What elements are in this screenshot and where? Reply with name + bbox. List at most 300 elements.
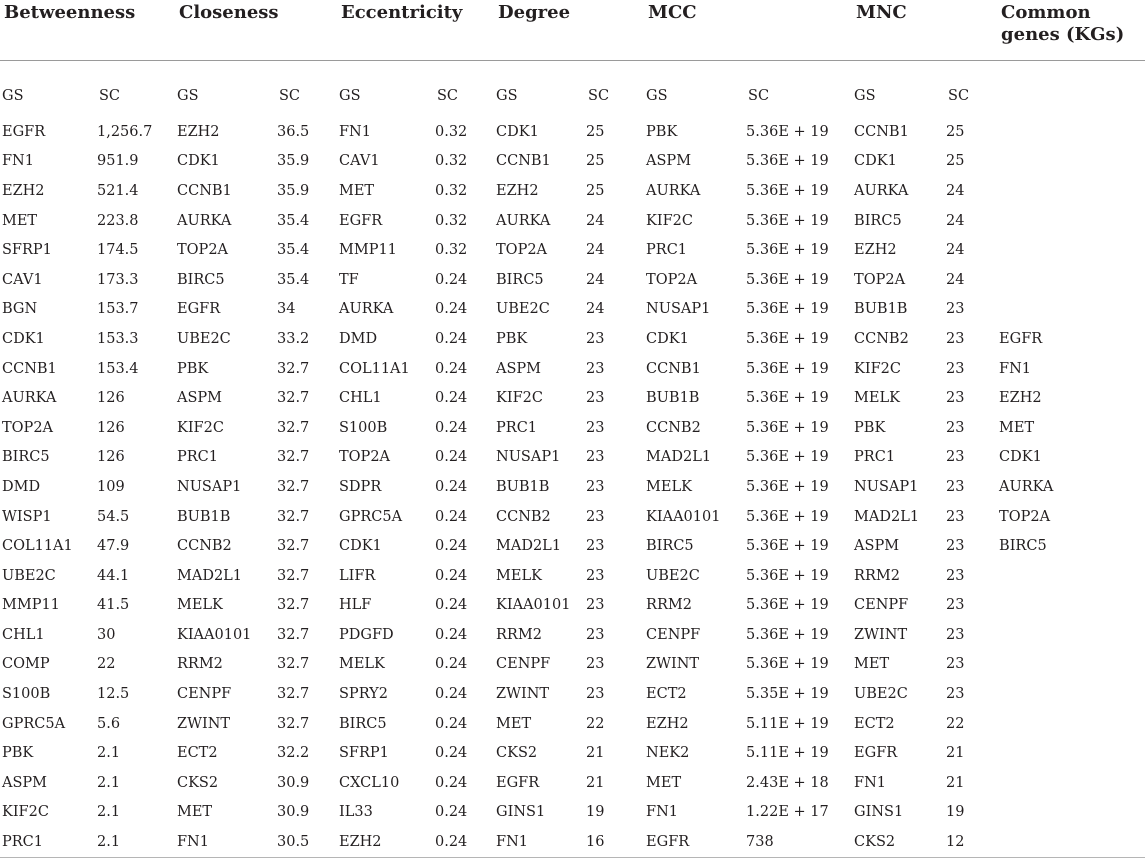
common-gene: AURKA [999, 478, 1054, 495]
mnc-gene-symbol: PBK [854, 419, 886, 436]
degree-score: 23 [586, 419, 605, 436]
degree-gene-symbol: KIAA0101 [496, 597, 571, 614]
closeness-gene-symbol: NUSAP1 [177, 478, 242, 495]
eccentricity-gene-symbol: CXCL10 [339, 774, 400, 791]
betweenness-score: 5.6 [97, 715, 121, 732]
table-row [0, 561, 1145, 591]
common-gene: FN1 [999, 360, 1032, 377]
eccentricity-gene-symbol: AURKA [339, 301, 394, 318]
eccentricity-gene-symbol: EGFR [339, 212, 383, 229]
mnc-gene-symbol: PRC1 [854, 449, 896, 466]
mnc-gene-symbol: KIF2C [854, 360, 901, 377]
eccentricity-score: 0.24 [435, 567, 468, 584]
mnc-score: 21 [946, 745, 965, 762]
mcc-gene-symbol: MELK [646, 478, 692, 495]
betweenness-score: 951.9 [97, 153, 139, 170]
closeness-gene-symbol: EZH2 [177, 123, 220, 140]
closeness-score: 32.7 [277, 390, 310, 407]
degree-gene-symbol: KIF2C [496, 390, 543, 407]
common-gene [997, 147, 1145, 177]
mnc-gene-symbol: TOP2A [854, 271, 906, 288]
common-gene [997, 265, 1145, 295]
closeness-gene-symbol: PBK [177, 360, 209, 377]
closeness-score: 35.9 [277, 153, 310, 170]
mcc-gene-symbol: ZWINT [646, 656, 700, 673]
betweenness-score: 41.5 [97, 597, 130, 614]
subheader-empty [997, 61, 1145, 118]
mnc-score: 23 [946, 656, 965, 673]
mcc-gene-symbol: PRC1 [646, 242, 688, 259]
betweenness-gene-symbol: CDK1 [2, 330, 45, 347]
closeness-score: 32.7 [277, 449, 310, 466]
table-row [0, 620, 1145, 650]
eccentricity-gene-symbol: SDPR [339, 478, 382, 495]
degree-gene-symbol: FN1 [494, 827, 586, 857]
mcc-gene-symbol: TOP2A [646, 271, 698, 288]
closeness-score: 36.5 [277, 123, 310, 140]
mcc-gene-symbol: EZH2 [646, 715, 689, 732]
subheader-sc: SC [948, 88, 970, 104]
degree-score: 21 [586, 745, 605, 762]
table-row [0, 738, 1145, 768]
closeness-gene-symbol: PRC1 [177, 449, 218, 466]
betweenness-gene-symbol: SFRP1 [2, 242, 52, 259]
mnc-score: 23 [946, 567, 965, 584]
eccentricity-score: 0.24 [435, 538, 468, 555]
betweenness-score: 109 [97, 478, 125, 495]
betweenness-gene-symbol: S100B [2, 686, 51, 703]
betweenness-gene-symbol: CCNB1 [2, 360, 57, 377]
closeness-score: 32.7 [277, 656, 310, 673]
mnc-gene-symbol: AURKA [854, 182, 909, 199]
betweenness-score: 30 [97, 626, 116, 643]
betweenness-gene-symbol: GPRC5A [2, 715, 66, 732]
mcc-score: 5.36E + 19 [746, 153, 829, 170]
degree-gene-symbol: CCNB2 [496, 508, 551, 525]
closeness-score: 32.7 [277, 508, 310, 525]
betweenness-score: 44.1 [97, 567, 130, 584]
mnc-gene-symbol: GINS1 [854, 804, 904, 821]
mnc-score: 22 [946, 715, 965, 732]
subheader-gs: GS [177, 88, 199, 104]
betweenness-gene-symbol: MMP11 [2, 597, 60, 614]
betweenness-gene-symbol: TOP2A [2, 419, 54, 436]
subheader-gs: GS [339, 88, 361, 104]
mcc-gene-symbol: BIRC5 [646, 538, 694, 555]
table-row [0, 443, 1145, 473]
common-gene [997, 117, 1145, 147]
betweenness-gene-symbol: PRC1 [0, 827, 97, 857]
eccentricity-score: 0.24 [435, 271, 468, 288]
mnc-score: 23 [946, 360, 965, 377]
mcc-score: 5.36E + 19 [746, 538, 829, 555]
closeness-gene-symbol: ASPM [177, 390, 223, 407]
mcc-score: 5.11E + 19 [746, 745, 829, 762]
eccentricity-score: 0.24 [435, 390, 468, 407]
mnc-gene-symbol: FN1 [854, 774, 887, 791]
betweenness-score: 223.8 [97, 212, 139, 229]
eccentricity-score: 0.24 [435, 330, 468, 347]
mnc-gene-symbol: BUB1B [854, 301, 908, 318]
eccentricity-gene-symbol: TF [339, 271, 359, 288]
degree-score: 23 [586, 478, 605, 495]
eccentricity-score: 0.24 [435, 715, 468, 732]
mnc-score: 23 [946, 538, 965, 555]
table-row [0, 679, 1145, 709]
betweenness-score: 153.7 [97, 301, 139, 318]
mcc-gene-symbol: NEK2 [646, 745, 690, 762]
degree-gene-symbol: CKS2 [496, 745, 538, 762]
closeness-gene-symbol: BUB1B [177, 508, 231, 525]
eccentricity-score: 0.24 [435, 745, 468, 762]
degree-score: 23 [586, 390, 605, 407]
header-eccentricity: Eccentricity [337, 0, 494, 61]
eccentricity-gene-symbol: SFRP1 [339, 745, 389, 762]
mnc-gene-symbol: RRM2 [854, 567, 900, 584]
degree-score: 23 [586, 597, 605, 614]
table-row [0, 324, 1145, 354]
subheader-gs: GS [646, 88, 668, 104]
degree-score: 16 [586, 827, 644, 857]
degree-gene-symbol: RRM2 [496, 626, 542, 643]
mcc-gene-symbol: MAD2L1 [646, 449, 712, 466]
mcc-gene-symbol: NUSAP1 [646, 301, 711, 318]
degree-gene-symbol: CDK1 [496, 123, 539, 140]
mnc-gene-symbol: EGFR [854, 745, 898, 762]
subheader-sc: SC [437, 88, 459, 104]
mnc-gene-symbol: ECT2 [854, 715, 895, 732]
mcc-score: 5.36E + 19 [746, 182, 829, 199]
mnc-gene-symbol: CKS2 [852, 827, 946, 857]
eccentricity-gene-symbol: MMP11 [339, 242, 397, 259]
degree-gene-symbol: CCNB1 [496, 153, 551, 170]
eccentricity-score: 0.24 [435, 360, 468, 377]
degree-score: 23 [586, 686, 605, 703]
closeness-score: 34 [277, 301, 296, 318]
mcc-gene-symbol: RRM2 [646, 597, 692, 614]
betweenness-gene-symbol: EZH2 [2, 182, 45, 199]
table-row [0, 235, 1145, 265]
betweenness-score: 521.4 [97, 182, 139, 199]
mcc-gene-symbol: PBK [646, 123, 678, 140]
table-row [0, 502, 1145, 532]
eccentricity-score: 0.32 [435, 123, 468, 140]
closeness-score: 35.4 [277, 212, 310, 229]
degree-score: 23 [586, 330, 605, 347]
mcc-gene-symbol: ECT2 [646, 686, 687, 703]
eccentricity-gene-symbol: LIFR [339, 567, 376, 584]
eccentricity-gene-symbol: CHL1 [339, 390, 382, 407]
betweenness-score: 22 [97, 656, 116, 673]
mnc-gene-symbol: CCNB2 [854, 330, 909, 347]
closeness-gene-symbol: MAD2L1 [177, 567, 243, 584]
degree-score: 23 [586, 626, 605, 643]
eccentricity-score: 0.32 [435, 212, 468, 229]
mcc-gene-symbol: ASPM [646, 153, 692, 170]
eccentricity-score: 0.24 [435, 419, 468, 436]
common-gene [997, 798, 1145, 828]
mnc-gene-symbol: MAD2L1 [854, 508, 920, 525]
closeness-score: 32.7 [277, 626, 310, 643]
degree-score: 25 [586, 123, 605, 140]
subheader-gs: GS [854, 88, 876, 104]
common-gene: TOP2A [999, 508, 1051, 525]
degree-gene-symbol: UBE2C [496, 301, 550, 318]
betweenness-gene-symbol: AURKA [2, 390, 57, 407]
mnc-gene-symbol: ZWINT [854, 626, 908, 643]
eccentricity-score: 0.24 [435, 508, 468, 525]
mnc-score: 23 [946, 390, 965, 407]
mcc-gene-symbol: CCNB1 [646, 360, 701, 377]
closeness-score: 35.9 [277, 182, 310, 199]
closeness-score: 30.9 [277, 774, 310, 791]
common-gene [997, 620, 1145, 650]
mcc-score: 2.43E + 18 [746, 774, 829, 791]
betweenness-gene-symbol: UBE2C [2, 567, 56, 584]
eccentricity-score: 0.24 [435, 597, 468, 614]
table-row [0, 147, 1145, 177]
betweenness-score: 1,256.7 [97, 123, 153, 140]
common-gene: MET [999, 419, 1035, 436]
common-gene [997, 709, 1145, 739]
mcc-score: 5.36E + 19 [746, 419, 829, 436]
closeness-score: 32.7 [277, 360, 310, 377]
eccentricity-gene-symbol: FN1 [339, 123, 371, 140]
eccentricity-score: 0.24 [435, 478, 468, 495]
common-gene [997, 738, 1145, 768]
degree-score: 19 [586, 804, 605, 821]
table-row [0, 176, 1145, 206]
degree-score: 25 [586, 182, 605, 199]
closeness-score: 32.7 [277, 478, 310, 495]
closeness-gene-symbol: ZWINT [177, 715, 231, 732]
eccentricity-gene-symbol: EZH2 [337, 827, 435, 857]
degree-score: 22 [586, 715, 605, 732]
mcc-gene-symbol: FN1 [646, 804, 679, 821]
common-gene: CDK1 [999, 449, 1042, 466]
closeness-score: 32.7 [277, 538, 310, 555]
mnc-gene-symbol: ASPM [854, 538, 900, 555]
degree-score: 23 [586, 538, 605, 555]
degree-gene-symbol: CENPF [496, 656, 551, 673]
header-row [0, 0, 1145, 61]
mnc-gene-symbol: CDK1 [854, 153, 897, 170]
closeness-gene-symbol: AURKA [177, 212, 232, 229]
mnc-score: 23 [946, 597, 965, 614]
closeness-gene-symbol: RRM2 [177, 656, 223, 673]
degree-score: 24 [586, 212, 605, 229]
table-row [0, 709, 1145, 739]
eccentricity-score: 0.24 [435, 449, 468, 466]
common-gene [997, 679, 1145, 709]
subheader-gs: GS [496, 88, 518, 104]
closeness-gene-symbol: MET [177, 804, 213, 821]
closeness-gene-symbol: CKS2 [177, 774, 219, 791]
mnc-score: 23 [946, 626, 965, 643]
degree-gene-symbol: EGFR [496, 774, 540, 791]
mcc-gene-symbol: KIAA0101 [646, 508, 721, 525]
mcc-score: 5.36E + 19 [746, 567, 829, 584]
betweenness-score: 126 [97, 390, 125, 407]
table-row [0, 117, 1145, 147]
closeness-gene-symbol: CCNB1 [177, 182, 232, 199]
common-gene: BIRC5 [999, 538, 1047, 555]
mnc-score: 23 [946, 686, 965, 703]
eccentricity-gene-symbol: CAV1 [339, 153, 380, 170]
eccentricity-score: 0.24 [435, 827, 494, 857]
subheader-sc: SC [99, 88, 121, 104]
closeness-gene-symbol: ECT2 [177, 745, 218, 762]
closeness-gene-symbol: EGFR [177, 301, 221, 318]
eccentricity-gene-symbol: S100B [339, 419, 388, 436]
table-row [0, 798, 1145, 828]
betweenness-score: 2.1 [97, 745, 121, 762]
header-degree: Degree [494, 0, 644, 61]
table-row [0, 472, 1145, 502]
degree-score: 23 [586, 656, 605, 673]
betweenness-score: 173.3 [97, 271, 139, 288]
mcc-score: 5.36E + 19 [746, 449, 829, 466]
betweenness-score: 174.5 [97, 242, 139, 259]
closeness-gene-symbol: MELK [177, 597, 223, 614]
degree-gene-symbol: GINS1 [496, 804, 546, 821]
eccentricity-gene-symbol: IL33 [339, 804, 373, 821]
degree-gene-symbol: NUSAP1 [496, 449, 561, 466]
betweenness-gene-symbol: FN1 [2, 153, 34, 170]
betweenness-gene-symbol: COL11A1 [2, 538, 73, 555]
mnc-score: 12 [946, 827, 997, 857]
mcc-score: 5.36E + 19 [746, 123, 829, 140]
closeness-score: 32.7 [277, 715, 310, 732]
betweenness-score: 47.9 [97, 538, 130, 555]
degree-score: 24 [586, 271, 605, 288]
table-row [0, 768, 1145, 798]
mcc-score: 5.36E + 19 [746, 212, 829, 229]
mnc-score: 24 [946, 271, 965, 288]
mnc-score: 21 [946, 774, 965, 791]
mcc-score: 5.36E + 19 [746, 656, 829, 673]
eccentricity-score: 0.24 [435, 804, 468, 821]
mnc-score: 23 [946, 478, 965, 495]
mcc-gene-symbol: AURKA [646, 182, 701, 199]
mcc-score: 5.36E + 19 [746, 626, 829, 643]
betweenness-gene-symbol: CAV1 [2, 271, 43, 288]
degree-gene-symbol: MAD2L1 [496, 538, 562, 555]
betweenness-gene-symbol: COMP [2, 656, 50, 673]
closeness-gene-symbol: FN1 [175, 827, 277, 857]
table-row [0, 531, 1145, 561]
mcc-gene-symbol: CDK1 [646, 330, 689, 347]
mnc-score: 23 [946, 301, 965, 318]
closeness-gene-symbol: CCNB2 [177, 538, 232, 555]
betweenness-score: 54.5 [97, 508, 130, 525]
degree-score: 23 [586, 360, 605, 377]
header-closeness: Closeness [175, 0, 337, 61]
degree-score: 25 [586, 153, 605, 170]
betweenness-score: 126 [97, 419, 125, 436]
eccentricity-gene-symbol: MET [339, 182, 375, 199]
common-gene [997, 650, 1145, 680]
betweenness-score: 2.1 [97, 774, 121, 791]
betweenness-gene-symbol: PBK [2, 745, 34, 762]
mcc-score: 5.36E + 19 [746, 242, 829, 259]
betweenness-gene-symbol: BIRC5 [2, 449, 50, 466]
header-common-genes: Common genes (KGs) [997, 0, 1145, 61]
eccentricity-gene-symbol: HLF [339, 597, 372, 614]
betweenness-score: 12.5 [97, 686, 130, 703]
mcc-score: 5.11E + 19 [746, 715, 829, 732]
mnc-score: 23 [946, 330, 965, 347]
closeness-score: 30.9 [277, 804, 310, 821]
eccentricity-score: 0.24 [435, 626, 468, 643]
mnc-score: 24 [946, 242, 965, 259]
betweenness-gene-symbol: EGFR [2, 123, 46, 140]
mnc-score: 23 [946, 508, 965, 525]
closeness-score: 32.2 [277, 745, 310, 762]
betweenness-score: 2.1 [97, 827, 175, 857]
closeness-gene-symbol: KIAA0101 [177, 626, 252, 643]
eccentricity-score: 0.32 [435, 153, 468, 170]
mcc-gene-symbol: CENPF [646, 626, 701, 643]
mcc-score: 1.22E + 17 [746, 804, 829, 821]
closeness-score: 32.7 [277, 419, 310, 436]
table-body [0, 61, 1145, 858]
mnc-score: 19 [946, 804, 965, 821]
table-row [0, 206, 1145, 236]
degree-gene-symbol: MET [496, 715, 532, 732]
table-row [0, 354, 1145, 384]
mnc-score: 24 [946, 212, 965, 229]
common-gene [997, 295, 1145, 325]
subheader-sc: SC [279, 88, 301, 104]
degree-gene-symbol: BIRC5 [496, 271, 544, 288]
closeness-score: 32.7 [277, 597, 310, 614]
eccentricity-score: 0.32 [435, 182, 468, 199]
betweenness-score: 153.4 [97, 360, 139, 377]
common-gene: EGFR [999, 330, 1043, 347]
degree-gene-symbol: AURKA [496, 212, 551, 229]
closeness-score: 30.5 [277, 827, 337, 857]
betweenness-gene-symbol: ASPM [2, 774, 48, 791]
common-gene [997, 235, 1145, 265]
betweenness-gene-symbol: CHL1 [2, 626, 45, 643]
subheader-sc: SC [748, 88, 770, 104]
mnc-score: 23 [946, 419, 965, 436]
mnc-score: 23 [946, 449, 965, 466]
degree-gene-symbol: BUB1B [496, 478, 550, 495]
closeness-gene-symbol: KIF2C [177, 419, 224, 436]
degree-score: 24 [586, 301, 605, 318]
closeness-gene-symbol: CENPF [177, 686, 232, 703]
mcc-score: 5.36E + 19 [746, 271, 829, 288]
mnc-score: 24 [946, 182, 965, 199]
subheader-gs: GS [2, 88, 24, 104]
mnc-gene-symbol: CCNB1 [854, 123, 909, 140]
closeness-gene-symbol: TOP2A [177, 242, 229, 259]
degree-score: 23 [586, 449, 605, 466]
eccentricity-gene-symbol: MELK [339, 656, 385, 673]
betweenness-gene-symbol: MET [2, 212, 38, 229]
common-gene [997, 561, 1145, 591]
degree-gene-symbol: TOP2A [496, 242, 548, 259]
mcc-score: 738 [746, 827, 852, 857]
table-row [0, 650, 1145, 680]
eccentricity-score: 0.24 [435, 656, 468, 673]
subheader-sc: SC [588, 88, 610, 104]
closeness-score: 33.2 [277, 330, 310, 347]
table-row [0, 265, 1145, 295]
mcc-score: 5.36E + 19 [746, 508, 829, 525]
